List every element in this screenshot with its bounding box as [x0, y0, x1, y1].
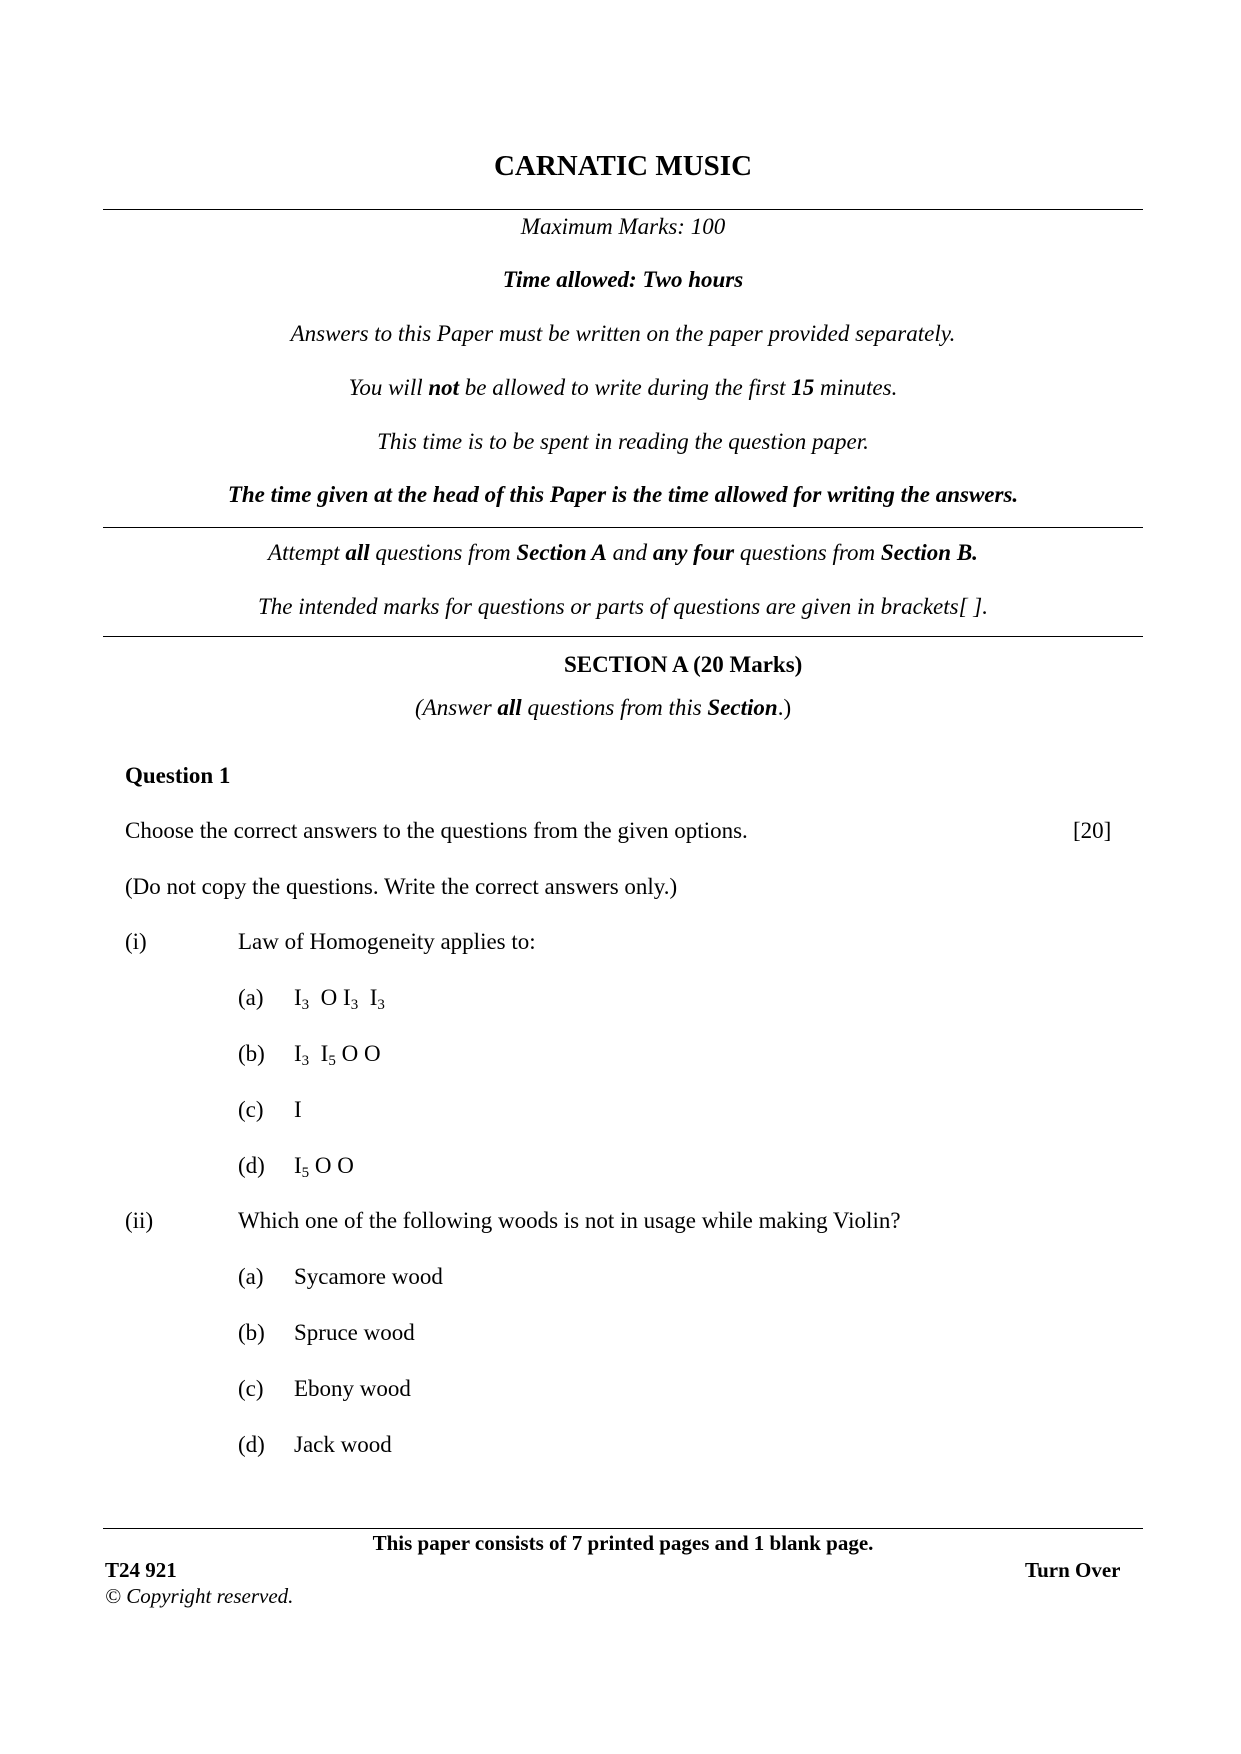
question-note: (Do not copy the questions. Write the correct answers only.) [125, 874, 678, 899]
attempt-instruction: Attempt all questions from Section A and any four questions from Section B. [268, 540, 978, 565]
time-allowed: Time allowed: Two hours [502, 267, 744, 292]
part-text: Law of Homogeneity applies to: [238, 929, 536, 954]
part-number: (ii) [125, 1208, 154, 1233]
part-number: (i) [125, 929, 147, 954]
option-label: (b) [238, 1041, 265, 1066]
option-text: $I_3$ $I_5$ O O [294, 1041, 381, 1069]
max-marks: Maximum Marks: 100 [520, 214, 726, 239]
question-instruction: Choose the correct answers to the questions from the given options. [125, 818, 748, 843]
divider [103, 527, 1143, 528]
option-text: $I_5$ O O [294, 1153, 354, 1181]
option-label: (c) [238, 1097, 264, 1122]
option-text: I [294, 1097, 302, 1122]
option-label: (c) [238, 1376, 264, 1401]
turn-over: Turn Over [1025, 1558, 1121, 1582]
footer-divider [103, 1528, 1143, 1529]
page-title: CARNATIC MUSIC [493, 150, 753, 182]
instruction-reading-time: You will not be allowed to write during the first 15 minutes. [348, 375, 898, 400]
option-text: $I_3$ O $I_3$ $I_3$ [294, 985, 385, 1013]
option-text: Sycamore wood [294, 1264, 443, 1289]
instruction-reading-purpose: This time is to be spent in reading the question paper. [377, 429, 869, 454]
section-a-heading: SECTION A (20 Marks) [564, 652, 803, 677]
pages-note: This paper consists of 7 printed pages and 1 blank page. [372, 1531, 874, 1555]
option-label: (a) [238, 985, 264, 1010]
option-text: Jack wood [294, 1432, 392, 1457]
copyright: © Copyright reserved. [105, 1584, 294, 1608]
part-text: Which one of the following woods is not in usage while making Violin? [238, 1208, 901, 1233]
divider [103, 209, 1143, 210]
section-a-subheading: (Answer all questions from this Section.) [415, 695, 792, 720]
marks-note: The intended marks for questions or parts of questions are given in brackets[ ]. [258, 594, 988, 619]
option-label: (d) [238, 1153, 265, 1178]
option-text: Ebony wood [294, 1376, 411, 1401]
question-label: Question 1 [125, 763, 231, 788]
divider [103, 636, 1143, 637]
paper-code: T24 921 [105, 1558, 177, 1582]
option-label: (a) [238, 1264, 264, 1289]
option-label: (d) [238, 1432, 265, 1457]
option-text: Spruce wood [294, 1320, 415, 1345]
instruction-writing-time: The time given at the head of this Paper is the time allowed for writing the answers. [227, 482, 1019, 507]
instruction-answer-paper: Answers to this Paper must be written on the paper provided separately. [290, 321, 956, 346]
option-label: (b) [238, 1320, 265, 1345]
question-marks: [20] [1073, 818, 1112, 843]
